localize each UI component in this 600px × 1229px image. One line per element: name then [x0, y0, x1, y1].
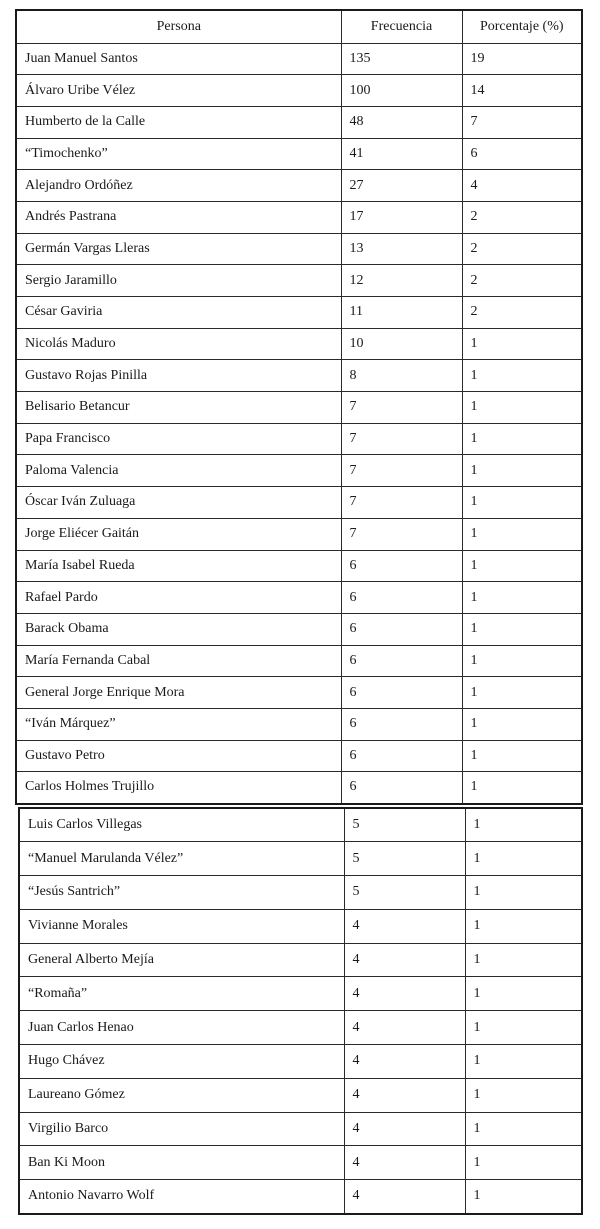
cell-frecuencia: 100 [341, 75, 462, 107]
cell-frecuencia: 4 [344, 909, 465, 943]
table-row [19, 1045, 582, 1079]
table-row [19, 1112, 582, 1146]
cell-porcentaje: 14 [462, 75, 582, 107]
cell-porcentaje: 1 [462, 613, 582, 645]
cell-porcentaje: 1 [462, 487, 582, 519]
cell-persona: Barack Obama [16, 613, 341, 645]
cell-porcentaje: 1 [462, 328, 582, 360]
table-row [16, 170, 582, 202]
cell-frecuencia: 8 [341, 360, 462, 392]
table-row [19, 943, 582, 977]
table-row [16, 201, 582, 233]
cell-persona: Antonio Navarro Wolf [19, 1180, 344, 1214]
cell-porcentaje: 1 [465, 808, 582, 842]
cell-porcentaje: 2 [462, 265, 582, 297]
table-row [16, 106, 582, 138]
cell-frecuencia: 4 [344, 1078, 465, 1112]
cell-persona: Paloma Valencia [16, 455, 341, 487]
cell-persona: “Timochenko” [16, 138, 341, 170]
cell-persona: Luis Carlos Villegas [19, 808, 344, 842]
header-porcentaje: Porcentaje (%) [462, 10, 582, 43]
cell-porcentaje: 1 [462, 740, 582, 772]
cell-persona: Juan Manuel Santos [16, 43, 341, 75]
table-row [16, 423, 582, 455]
cell-frecuencia: 5 [344, 876, 465, 910]
cell-persona: Rafael Pardo [16, 582, 341, 614]
table-row [16, 75, 582, 107]
cell-persona: Jorge Eliécer Gaitán [16, 518, 341, 550]
cell-persona: Vivianne Morales [19, 909, 344, 943]
table-row [19, 876, 582, 910]
cell-frecuencia: 6 [341, 645, 462, 677]
table-row [19, 808, 582, 842]
cell-porcentaje: 1 [462, 677, 582, 709]
cell-frecuencia: 4 [344, 1180, 465, 1214]
cell-persona: Andrés Pastrana [16, 201, 341, 233]
cell-frecuencia: 4 [344, 1045, 465, 1079]
cell-frecuencia: 48 [341, 106, 462, 138]
cell-porcentaje: 1 [465, 842, 582, 876]
cell-persona: Juan Carlos Henao [19, 1011, 344, 1045]
table-row [19, 1180, 582, 1214]
table-row [16, 265, 582, 297]
cell-porcentaje: 1 [462, 518, 582, 550]
cell-porcentaje: 1 [462, 455, 582, 487]
cell-persona: Óscar Iván Zuluaga [16, 487, 341, 519]
table-row [19, 1011, 582, 1045]
cell-porcentaje: 1 [462, 423, 582, 455]
cell-porcentaje: 1 [465, 1011, 582, 1045]
frequency-table-bottom [18, 807, 583, 1215]
cell-frecuencia: 4 [344, 1112, 465, 1146]
cell-frecuencia: 135 [341, 43, 462, 75]
table-row [16, 677, 582, 709]
cell-persona: Hugo Chávez [19, 1045, 344, 1079]
cell-persona: Nicolás Maduro [16, 328, 341, 360]
cell-persona: Gustavo Petro [16, 740, 341, 772]
cell-frecuencia: 4 [344, 977, 465, 1011]
cell-porcentaje: 1 [462, 708, 582, 740]
cell-frecuencia: 6 [341, 582, 462, 614]
cell-persona: “Iván Márquez” [16, 708, 341, 740]
cell-persona: Virgilio Barco [19, 1112, 344, 1146]
cell-frecuencia: 6 [341, 740, 462, 772]
table-row [16, 43, 582, 75]
cell-porcentaje: 19 [462, 43, 582, 75]
cell-frecuencia: 6 [341, 677, 462, 709]
table-row [16, 708, 582, 740]
cell-porcentaje: 2 [462, 233, 582, 265]
cell-porcentaje: 1 [465, 1146, 582, 1180]
cell-persona: Alejandro Ordóñez [16, 170, 341, 202]
cell-porcentaje: 4 [462, 170, 582, 202]
cell-frecuencia: 4 [344, 1146, 465, 1180]
table-row [16, 138, 582, 170]
cell-persona: “Romaña” [19, 977, 344, 1011]
cell-porcentaje: 1 [462, 772, 582, 804]
cell-frecuencia: 7 [341, 455, 462, 487]
cell-porcentaje: 7 [462, 106, 582, 138]
cell-frecuencia: 17 [341, 201, 462, 233]
frequency-table-top [15, 9, 583, 805]
cell-persona: “Manuel Marulanda Vélez” [19, 842, 344, 876]
cell-persona: Álvaro Uribe Vélez [16, 75, 341, 107]
table-row [16, 518, 582, 550]
table-row [16, 613, 582, 645]
cell-frecuencia: 6 [341, 708, 462, 740]
cell-persona: General Jorge Enrique Mora [16, 677, 341, 709]
cell-persona: Carlos Holmes Trujillo [16, 772, 341, 804]
table-row [16, 392, 582, 424]
cell-frecuencia: 5 [344, 808, 465, 842]
table-row [19, 977, 582, 1011]
table-row [16, 487, 582, 519]
cell-porcentaje: 1 [465, 1078, 582, 1112]
cell-frecuencia: 5 [344, 842, 465, 876]
cell-persona: Belisario Betancur [16, 392, 341, 424]
cell-frecuencia: 6 [341, 613, 462, 645]
table-row [19, 842, 582, 876]
cell-frecuencia: 4 [344, 943, 465, 977]
table-row [16, 297, 582, 329]
table-row [19, 1146, 582, 1180]
table-row [16, 233, 582, 265]
cell-persona: Laureano Gómez [19, 1078, 344, 1112]
table-row [16, 455, 582, 487]
table-row [19, 909, 582, 943]
cell-persona: Sergio Jaramillo [16, 265, 341, 297]
cell-porcentaje: 1 [465, 876, 582, 910]
table-row [16, 360, 582, 392]
table-row [16, 645, 582, 677]
cell-frecuencia: 7 [341, 487, 462, 519]
cell-frecuencia: 41 [341, 138, 462, 170]
table-row [16, 772, 582, 804]
cell-persona: Germán Vargas Lleras [16, 233, 341, 265]
header-persona: Persona [16, 10, 341, 43]
table-row [16, 328, 582, 360]
table-row [16, 582, 582, 614]
table-row [19, 1078, 582, 1112]
table-header-row [16, 10, 582, 43]
cell-frecuencia: 13 [341, 233, 462, 265]
cell-frecuencia: 6 [341, 550, 462, 582]
cell-frecuencia: 7 [341, 423, 462, 455]
cell-frecuencia: 4 [344, 1011, 465, 1045]
cell-porcentaje: 6 [462, 138, 582, 170]
cell-porcentaje: 1 [465, 1180, 582, 1214]
cell-porcentaje: 1 [462, 582, 582, 614]
cell-porcentaje: 1 [465, 1045, 582, 1079]
cell-frecuencia: 7 [341, 518, 462, 550]
cell-frecuencia: 10 [341, 328, 462, 360]
table-row [16, 740, 582, 772]
cell-porcentaje: 1 [462, 550, 582, 582]
table-row [16, 550, 582, 582]
cell-frecuencia: 27 [341, 170, 462, 202]
cell-porcentaje: 2 [462, 297, 582, 329]
cell-porcentaje: 1 [462, 360, 582, 392]
cell-porcentaje: 1 [465, 1112, 582, 1146]
cell-persona: María Fernanda Cabal [16, 645, 341, 677]
header-frecuencia: Frecuencia [341, 10, 462, 43]
cell-persona: Ban Ki Moon [19, 1146, 344, 1180]
cell-persona: Humberto de la Calle [16, 106, 341, 138]
cell-frecuencia: 12 [341, 265, 462, 297]
cell-persona: César Gaviria [16, 297, 341, 329]
cell-persona: Papa Francisco [16, 423, 341, 455]
cell-porcentaje: 1 [465, 909, 582, 943]
cell-porcentaje: 2 [462, 201, 582, 233]
cell-persona: Gustavo Rojas Pinilla [16, 360, 341, 392]
cell-frecuencia: 11 [341, 297, 462, 329]
cell-porcentaje: 1 [462, 392, 582, 424]
cell-persona: “Jesús Santrich” [19, 876, 344, 910]
cell-persona: General Alberto Mejía [19, 943, 344, 977]
cell-persona: María Isabel Rueda [16, 550, 341, 582]
cell-porcentaje: 1 [465, 943, 582, 977]
cell-frecuencia: 7 [341, 392, 462, 424]
cell-frecuencia: 6 [341, 772, 462, 804]
cell-porcentaje: 1 [465, 977, 582, 1011]
cell-porcentaje: 1 [462, 645, 582, 677]
